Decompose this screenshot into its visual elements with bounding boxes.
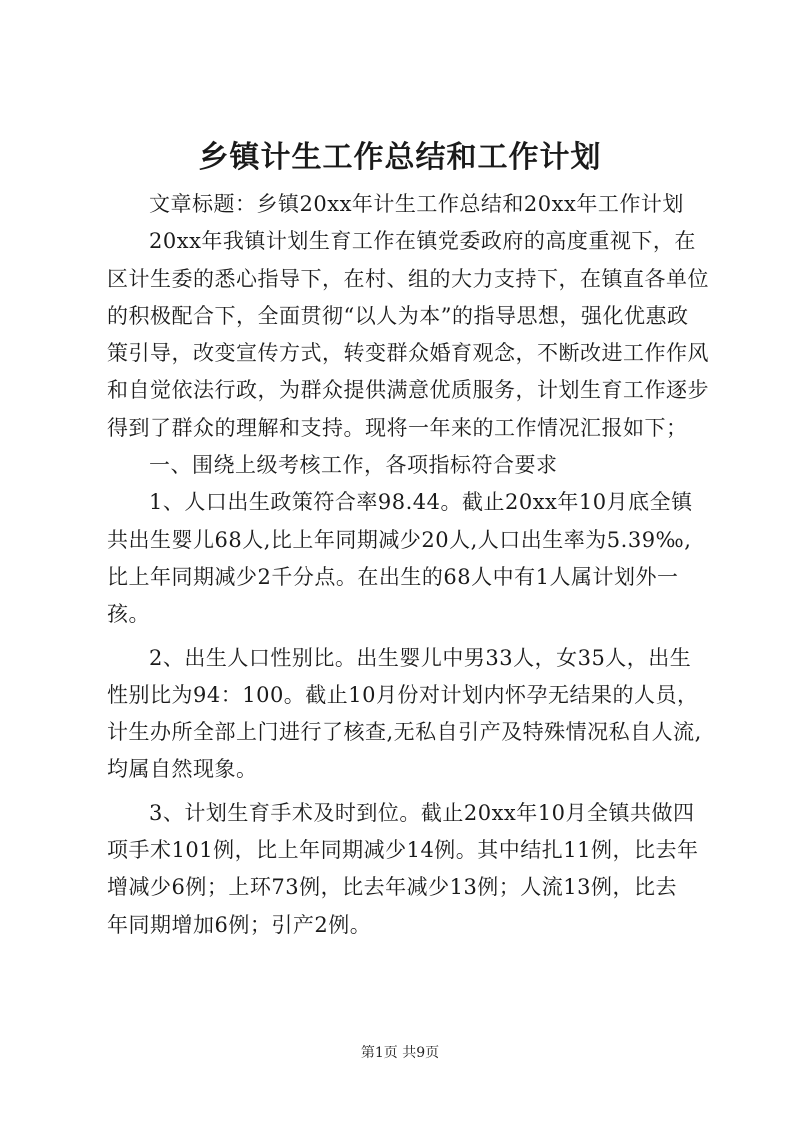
page-number: 第1页 共9页 (360, 1045, 440, 1061)
paragraph-line: 计生办所全部上门进行了核查,无私自引产及特殊情况私自人流, (107, 720, 702, 745)
paragraph-line: 的积极配合下，全面贯彻“以人为本”的指导思想，强化优惠政 (107, 303, 689, 328)
paragraph-line: 20xx年我镇计划生育工作在镇党委政府的高度重视下，在 (149, 229, 696, 254)
paragraph-line: 和自觉依法行政，为群众提供满意优质服务，计划生育工作逐步 (107, 378, 709, 403)
paragraph-line: 共出生婴儿68人,比上年同期减少20人,人口出生率为5.39‰, (107, 527, 692, 552)
paragraph-line: 得到了群众的理解和支持。现将一年来的工作情况汇报如下； (107, 415, 688, 440)
paragraph-line: 增减少6例；上环73例，比去年减少13例；人流13例，比去 (107, 875, 678, 900)
paragraph-line: 孩。 (107, 602, 150, 627)
document-body (107, 186, 707, 944)
paragraph-line: 3、计划生育手术及时到位。截止20xx年10月全镇共做四 (149, 800, 695, 825)
paragraph-line: 项手术101例，比上年同期减少14例。其中结扎11例，比去年 (107, 838, 699, 863)
paragraph-line: 年同期增加6例；引产2例。 (107, 912, 372, 937)
paragraph-line: 比上年同期减少2千分点。在出生的68人中有1人属计划外一 (107, 564, 679, 589)
paragraph-line: 策引导，改变宣传方式，转变群众婚育观念，不断改进工作作风 (107, 341, 709, 366)
paragraph-line: 区计生委的悉心指导下，在村、组的大力支持下，在镇直各单位 (107, 266, 709, 291)
paragraph-line: 1、人口出生政策符合率98.44。截止20xx年10月底全镇 (149, 490, 693, 515)
paragraph-line: 性别比为94：100。截止10月份对计划内怀孕无结果的人员， (107, 682, 699, 707)
document-title: 乡镇计生工作总结和工作计划 (198, 140, 602, 175)
section-heading: 一、围绕上级考核工作，各项指标符合要求 (149, 453, 558, 478)
article-title-line: 文章标题：乡镇20xx年计生工作总结和20xx年工作计划 (149, 192, 684, 216)
paragraph-line: 均属自然现象。 (107, 757, 258, 782)
paragraph-line: 2、出生人口性别比。出生婴儿中男33人，女35人，出生 (149, 645, 692, 670)
